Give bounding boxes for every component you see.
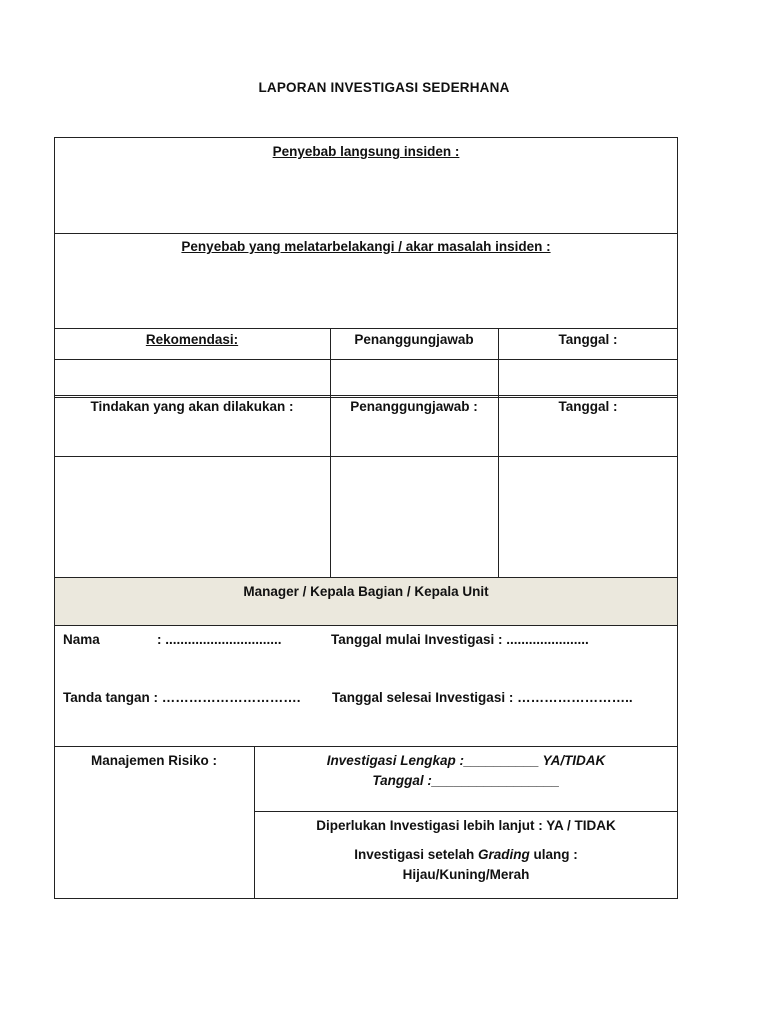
investigasi-lanjut-field: Diperlukan Investigasi lebih lanjut : YA / TIDAK	[316, 818, 616, 833]
divider	[54, 746, 678, 747]
penyebab-langsung-label: Penyebab langsung insiden :	[272, 144, 460, 159]
tanggal-mulai-field: Tanggal mulai Investigasi : ......................	[331, 632, 589, 647]
divider	[54, 397, 678, 398]
grading-post: ulang :	[529, 847, 578, 862]
tanggal-selesai-field: Tanggal selesai Investigasi : ……………………..	[332, 690, 633, 705]
grading-line	[254, 847, 678, 862]
column-divider	[498, 328, 499, 577]
divider	[54, 233, 678, 234]
divider	[54, 456, 678, 457]
tindakan-label: Tindakan yang akan dilakukan :	[90, 399, 294, 414]
tindakan-penanggungjawab-label: Penanggungjawab :	[350, 399, 478, 414]
investigasi-lengkap-field: Investigasi Lengkap :__________ YA/TIDAK	[326, 753, 606, 768]
tanda-tangan-field: Tanda tangan : ………………………….	[63, 690, 301, 705]
rekomendasi-label: Rekomendasi:	[145, 332, 239, 347]
grading-pre: Investigasi setelah	[354, 847, 479, 862]
column-divider	[330, 328, 331, 577]
divider	[54, 395, 678, 396]
nama-label: Nama	[63, 632, 100, 647]
tindakan-tanggal-label: Tanggal :	[558, 399, 618, 414]
manajemen-risiko-label: Manajemen Risiko :	[90, 753, 218, 768]
grading-word: Grading	[478, 847, 530, 862]
warna-options: Hijau/Kuning/Merah	[402, 867, 530, 882]
divider	[54, 359, 678, 360]
tanggal-label: Tanggal :	[558, 332, 618, 347]
penanggungjawab-label: Penanggungjawab	[354, 332, 474, 347]
divider	[254, 811, 678, 812]
page-title: LAPORAN INVESTIGASI SEDERHANA	[258, 80, 510, 95]
akar-masalah-label: Penyebab yang melatarbelakangi / akar masalah insiden :	[181, 239, 551, 254]
nama-value: : ...............................	[157, 632, 282, 647]
manager-header: Manager / Kepala Bagian / Kepala Unit	[243, 584, 489, 599]
tanggal-risiko-field: Tanggal :_________________	[372, 773, 560, 788]
divider	[54, 625, 678, 626]
divider	[54, 328, 678, 329]
